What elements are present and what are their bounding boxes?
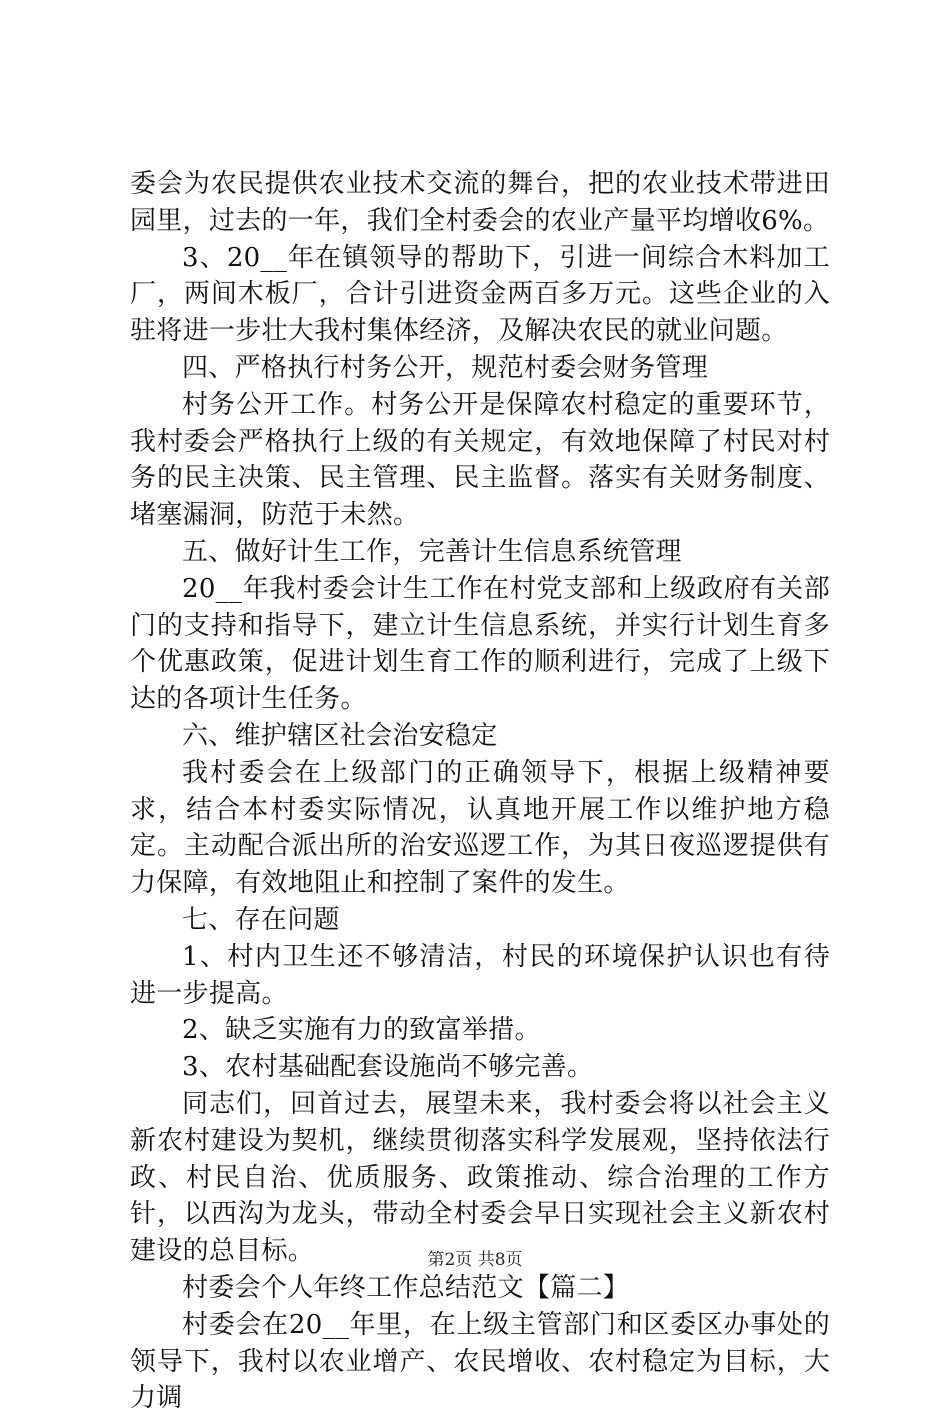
paragraph: 村委会在20__年里，在上级主管部门和区委区办事处的领导下，我村以农业增产、农民增收、农村稳定为目标，大力调 [130, 1309, 830, 1414]
page-footer: 第2页 共8页 [427, 1250, 523, 1270]
closing-paragraph: 同志们，回首过去，展望未来，我村委会将以社会主义新农村建设为契机，继续贯彻落实科学发展观，坚持依法行政、村民自治、优质服务、政策推动、综合治理的工作方针，以西沟为龙头，带动全村委会早日实现社会主义新农村建设的总目标。 [130, 1088, 830, 1267]
problem-item-2: 2、缺乏实施有力的致富举措。 [182, 1015, 541, 1046]
paragraph-item-3: 3、20__年在镇领导的帮助下，引进一间综合木料加工厂，两间木板厂，合计引进资金两百多万元。这些企业的入驻将进一步壮大我村集体经济，及解决农民的就业问题。 [130, 242, 830, 347]
section-heading-4: 四、严格执行村务公开，规范村委会财务管理 [182, 352, 709, 383]
article-title-part-two: 村委会个人年终工作总结范文【篇二】 [182, 1272, 630, 1303]
paragraph: 村务公开工作。村务公开是保障农村稳定的重要环节，我村委会严格执行上级的有关规定，有效地保障了村民对村务的民主决策、民主管理、民主监督。落实有关财务制度、堵塞漏洞，防范于未然。 [130, 389, 830, 531]
section-heading-5: 五、做好计生工作，完善计生信息系统管理 [182, 536, 682, 567]
problem-item-3: 3、农村基础配套设施尚不够完善。 [182, 1052, 594, 1083]
paragraph-continuation: 委会为农民提供农业技术交流的舞台，把的农业技术带进田园里，过去的一年，我们全村委会的农业产量平均增收6%。 [130, 169, 830, 236]
problem-item-1: 1、村内卫生还不够清洁，村民的环境保护认识也有待进一步提高。 [130, 941, 830, 1009]
document-body [130, 166, 830, 1417]
paragraph: 我村委会在上级部门的正确领导下，根据上级精神要求，结合本村委实际情况，认真地开展工作以维护地方稳定。主动配合派出所的治安巡逻工作，为其日夜巡逻提供有力保障，有效地阻止和控制了案件的发生。 [130, 757, 830, 899]
section-heading-7: 七、存在问题 [182, 904, 340, 935]
paragraph: 20__年我村委会计生工作在村党支部和上级政府有关部门的支持和指导下，建立计生信息系统，并实行计划生育多个优惠政策，促进计划生育工作的顺利进行，完成了上级下达的各项计生任务。 [130, 573, 830, 715]
section-heading-6: 六、维护辖区社会治安稳定 [182, 720, 498, 751]
